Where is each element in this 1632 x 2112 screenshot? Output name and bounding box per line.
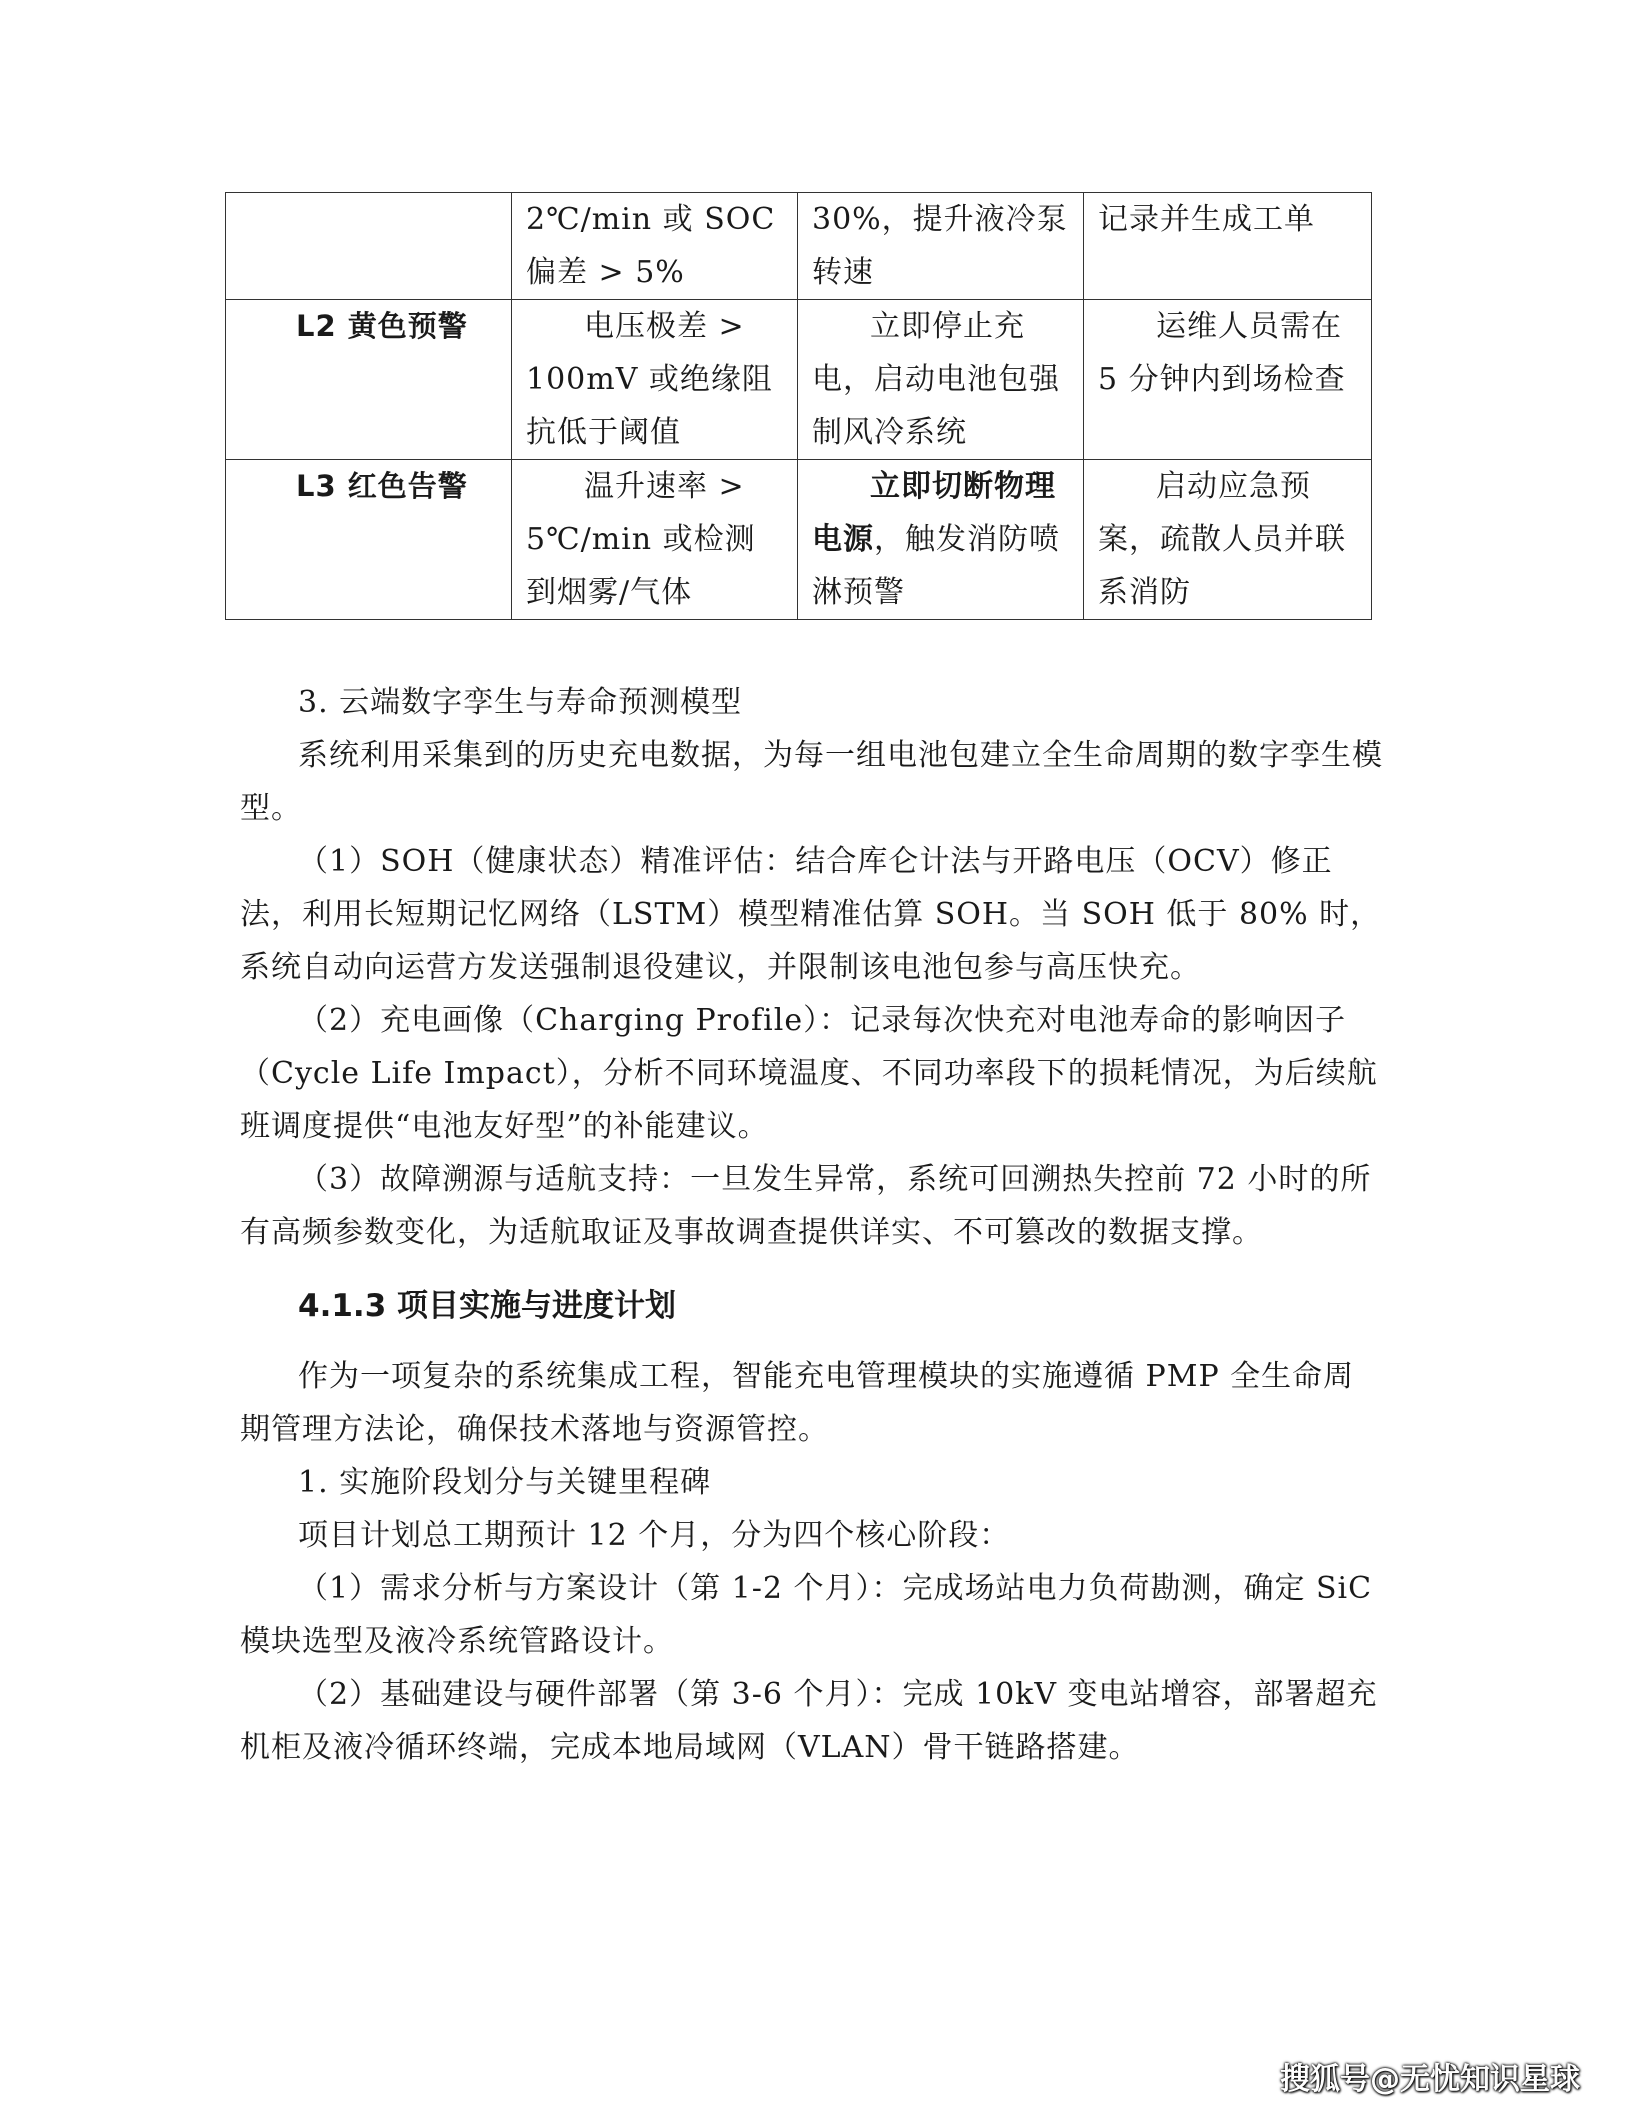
response-cell: 启动应急预案，疏散人员并联系消防 [1084, 460, 1372, 620]
paragraph: 项目计划总工期预计 12 个月，分为四个核心阶段： [298, 1518, 1011, 1553]
action-bold: 立即切断物理电源 [812, 469, 1056, 557]
table-row [226, 460, 1372, 620]
action-cell [798, 300, 1084, 460]
response-cell: 记录并生成工单 [1084, 193, 1372, 300]
section-heading: 4.1.3 项目实施与进度计划 [298, 1288, 677, 1324]
paragraph: 系统利用采集到的历史充电数据，为每一组电池包建立全生命周期的数字孪生模型。 [240, 738, 1383, 826]
paragraph: （2）基础建设与硬件部署（第 3-6 个月）：完成 10kV 变电站增容，部署超充机柜及液冷循环终端，完成本地局域网（VLAN）骨干链路搭建。 [240, 1677, 1378, 1765]
table-row [226, 300, 1372, 460]
condition-cell: 电压极差 > 100mV 或绝缘阻抗低于阈值 [512, 300, 798, 460]
condition-cell: 温升速率 > 5℃/min 或检测到烟雾/气体 [512, 460, 798, 620]
level-cell: L3 红色告警 [226, 460, 512, 620]
paragraph: （3）故障溯源与适航支持：一旦发生异常，系统可回溯热失控前 72 小时的所有高频参数变化，为适航取证及事故调查提供详实、不可篡改的数据支撑。 [240, 1162, 1372, 1250]
action-text: ，触发消防喷淋预警 [812, 522, 1060, 610]
action-cell [798, 193, 1084, 300]
condition-cell: 2℃/min 或 SOC 偏差 > 5% [512, 193, 798, 300]
level-cell: L2 黄色预警 [226, 300, 512, 460]
action-cell [798, 460, 1084, 620]
response-cell: 运维人员需在 5 分钟内到场检查 [1084, 300, 1372, 460]
paragraph: （1）需求分析与方案设计（第 1-2 个月）：完成场站电力负荷勘测，确定 SiC 模块选型及液冷系统管路设计。 [240, 1571, 1373, 1659]
section-title: 3. 云端数字孪生与寿命预测模型 [298, 685, 743, 720]
table-row [226, 193, 1372, 300]
paragraph: 作为一项复杂的系统集成工程，智能充电管理模块的实施遵循 PMP 全生命周期管理方法论，确保技术落地与资源管控。 [240, 1359, 1355, 1447]
action-text: 立即停止充电，启动电池包强制风冷系统 [812, 309, 1060, 450]
paragraph: （2）充电画像（Charging Profile）：记录每次快充对电池寿命的影响因子（Cycle Life Impact），分析不同环境温度、不同功率段下的损耗情况，为后续航班调度提供“电池友好型”的补能建议。 [240, 1003, 1378, 1144]
action-text: 30%，提升液冷泵转速 [812, 202, 1068, 290]
subsection-title: 1. 实施阶段划分与关键里程碑 [298, 1465, 712, 1500]
paragraph: （1）SOH（健康状态）精准评估：结合库仑计法与开路电压（OCV）修正法，利用长短期记忆网络（LSTM）模型精准估算 SOH。当 SOH 低于 80% 时，系统自动向运营方发送强制退役建议，并限制该电池包参与高压快充。 [240, 844, 1382, 985]
watermark: 搜狐号@无忧知识星球 [1280, 2062, 1580, 2097]
level-cell [226, 193, 512, 300]
alarm-level-table [225, 192, 1372, 620]
